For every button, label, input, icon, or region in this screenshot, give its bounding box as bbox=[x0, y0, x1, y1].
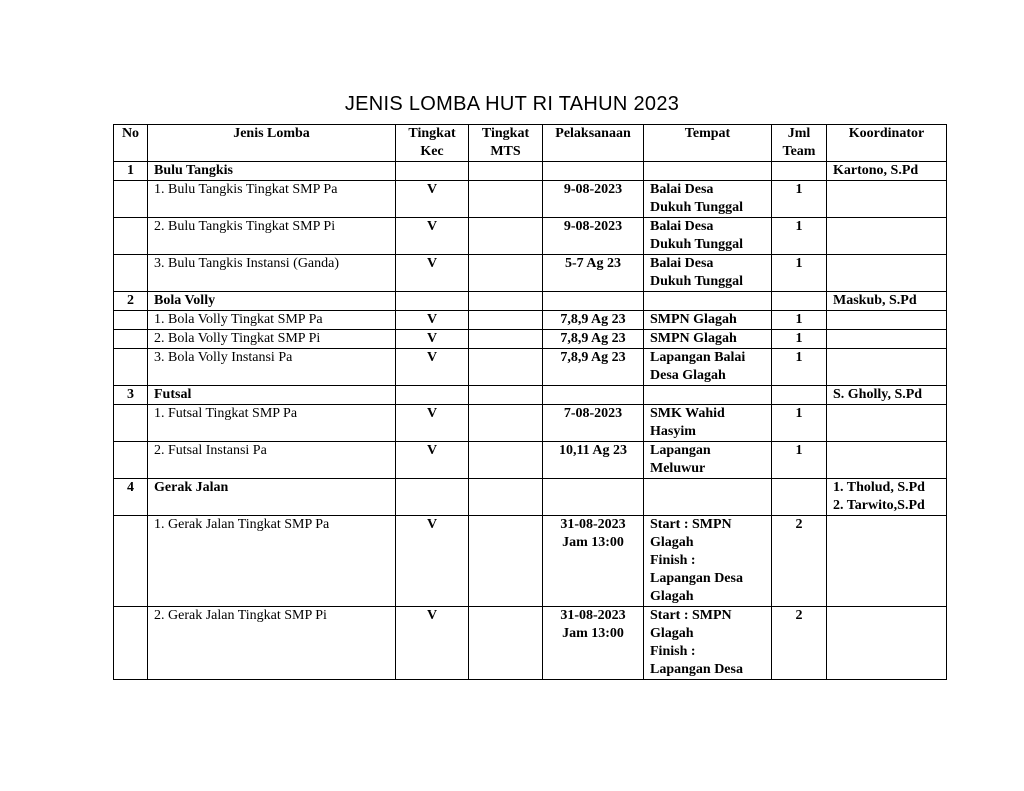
cell-jenis-lomba: 2. Futsal Instansi Pa bbox=[148, 442, 396, 479]
group-row bbox=[114, 162, 947, 181]
table-row bbox=[114, 330, 947, 349]
cell-tempat: Start : SMPN Glagah Finish : Lapangan Desa Glagah bbox=[644, 516, 772, 607]
cell-pelaksanaan bbox=[543, 292, 644, 311]
cell-jml: 1 bbox=[772, 218, 827, 255]
cell-jml: 1 bbox=[772, 330, 827, 349]
cell-kec bbox=[396, 386, 469, 405]
cell-mts bbox=[469, 162, 543, 181]
group-no: 4 bbox=[114, 479, 148, 516]
cell-kec bbox=[396, 292, 469, 311]
cell-pelaksanaan: 7,8,9 Ag 23 bbox=[543, 311, 644, 330]
cell-kec bbox=[396, 162, 469, 181]
cell-jenis-lomba: 1. Bola Volly Tingkat SMP Pa bbox=[148, 311, 396, 330]
cell-pelaksanaan: 9-08-2023 bbox=[543, 218, 644, 255]
cell-no bbox=[114, 442, 148, 479]
cell-jml bbox=[772, 386, 827, 405]
table-row bbox=[114, 218, 947, 255]
group-koordinator: Maskub, S.Pd bbox=[827, 292, 947, 311]
cell-kec: V bbox=[396, 516, 469, 607]
cell-pelaksanaan: 31-08-2023 Jam 13:00 bbox=[543, 516, 644, 607]
cell-pelaksanaan: 10,11 Ag 23 bbox=[543, 442, 644, 479]
cell-pelaksanaan: 9-08-2023 bbox=[543, 181, 644, 218]
cell-pelaksanaan: 31-08-2023 Jam 13:00 bbox=[543, 607, 644, 680]
cell-koordinator bbox=[827, 349, 947, 386]
cell-jenis-lomba: 1. Gerak Jalan Tingkat SMP Pa bbox=[148, 516, 396, 607]
cell-jml: 2 bbox=[772, 607, 827, 680]
page-title: JENIS LOMBA HUT RI TAHUN 2023 bbox=[344, 93, 680, 115]
group-koordinator: 1. Tholud, S.Pd 2. Tarwito,S.Pd bbox=[827, 479, 947, 516]
cell-jml: 1 bbox=[772, 255, 827, 292]
cell-no bbox=[114, 516, 148, 607]
cell-mts bbox=[469, 349, 543, 386]
cell-pelaksanaan: 5-7 Ag 23 bbox=[543, 255, 644, 292]
cell-koordinator bbox=[827, 255, 947, 292]
cell-kec: V bbox=[396, 181, 469, 218]
header-tingkat-mts: Tingkat MTS bbox=[469, 125, 543, 162]
cell-pelaksanaan: 7,8,9 Ag 23 bbox=[543, 349, 644, 386]
cell-no bbox=[114, 311, 148, 330]
lomba-table bbox=[113, 124, 947, 680]
group-no: 3 bbox=[114, 386, 148, 405]
cell-koordinator bbox=[827, 311, 947, 330]
cell-koordinator bbox=[827, 442, 947, 479]
cell-jml: 1 bbox=[772, 442, 827, 479]
cell-jml: 1 bbox=[772, 181, 827, 218]
cell-jenis-lomba: 1. Futsal Tingkat SMP Pa bbox=[148, 405, 396, 442]
cell-tempat: Lapangan Meluwur bbox=[644, 442, 772, 479]
group-name: Bola Volly bbox=[148, 292, 396, 311]
cell-jml: 1 bbox=[772, 311, 827, 330]
cell-koordinator bbox=[827, 181, 947, 218]
cell-koordinator bbox=[827, 405, 947, 442]
group-name: Gerak Jalan bbox=[148, 479, 396, 516]
cell-kec: V bbox=[396, 311, 469, 330]
cell-tempat: SMK Wahid Hasyim bbox=[644, 405, 772, 442]
group-row bbox=[114, 386, 947, 405]
group-name: Futsal bbox=[148, 386, 396, 405]
cell-jml bbox=[772, 479, 827, 516]
cell-no bbox=[114, 218, 148, 255]
table-row bbox=[114, 405, 947, 442]
cell-jml bbox=[772, 292, 827, 311]
cell-kec: V bbox=[396, 255, 469, 292]
cell-mts bbox=[469, 311, 543, 330]
cell-jenis-lomba: 2. Bulu Tangkis Tingkat SMP Pi bbox=[148, 218, 396, 255]
table-row bbox=[114, 311, 947, 330]
cell-jml: 2 bbox=[772, 516, 827, 607]
cell-pelaksanaan: 7-08-2023 bbox=[543, 405, 644, 442]
table-row bbox=[114, 255, 947, 292]
cell-jenis-lomba: 2. Gerak Jalan Tingkat SMP Pi bbox=[148, 607, 396, 680]
cell-pelaksanaan: 7,8,9 Ag 23 bbox=[543, 330, 644, 349]
cell-koordinator bbox=[827, 218, 947, 255]
cell-kec: V bbox=[396, 405, 469, 442]
cell-tempat: Lapangan Balai Desa Glagah bbox=[644, 349, 772, 386]
cell-tempat: Balai Desa Dukuh Tunggal bbox=[644, 218, 772, 255]
header-tempat: Tempat bbox=[644, 125, 772, 162]
header-row bbox=[114, 125, 947, 162]
table-row bbox=[114, 181, 947, 218]
cell-no bbox=[114, 181, 148, 218]
cell-tempat bbox=[644, 386, 772, 405]
table-row bbox=[114, 442, 947, 479]
cell-mts bbox=[469, 386, 543, 405]
header-tingkat-kec: Tingkat Kec bbox=[396, 125, 469, 162]
table-row bbox=[114, 516, 947, 607]
header-no: No bbox=[114, 125, 148, 162]
cell-jenis-lomba: 3. Bola Volly Instansi Pa bbox=[148, 349, 396, 386]
table-row bbox=[114, 349, 947, 386]
header-jenis-lomba: Jenis Lomba bbox=[148, 125, 396, 162]
cell-mts bbox=[469, 292, 543, 311]
cell-mts bbox=[469, 330, 543, 349]
cell-jml bbox=[772, 162, 827, 181]
header-pelaksanaan: Pelaksanaan bbox=[543, 125, 644, 162]
cell-jenis-lomba: 1. Bulu Tangkis Tingkat SMP Pa bbox=[148, 181, 396, 218]
cell-tempat bbox=[644, 479, 772, 516]
cell-koordinator bbox=[827, 607, 947, 680]
cell-kec: V bbox=[396, 349, 469, 386]
group-name: Bulu Tangkis bbox=[148, 162, 396, 181]
cell-mts bbox=[469, 405, 543, 442]
cell-mts bbox=[469, 255, 543, 292]
cell-jenis-lomba: 2. Bola Volly Tingkat SMP Pi bbox=[148, 330, 396, 349]
cell-mts bbox=[469, 607, 543, 680]
cell-no bbox=[114, 255, 148, 292]
cell-tempat: Start : SMPN Glagah Finish : Lapangan Desa bbox=[644, 607, 772, 680]
cell-tempat: SMPN Glagah bbox=[644, 311, 772, 330]
cell-no bbox=[114, 607, 148, 680]
cell-tempat bbox=[644, 162, 772, 181]
cell-tempat: SMPN Glagah bbox=[644, 330, 772, 349]
cell-koordinator bbox=[827, 330, 947, 349]
cell-mts bbox=[469, 516, 543, 607]
cell-kec: V bbox=[396, 442, 469, 479]
group-koordinator: S. Gholly, S.Pd bbox=[827, 386, 947, 405]
cell-kec: V bbox=[396, 330, 469, 349]
cell-tempat bbox=[644, 292, 772, 311]
cell-pelaksanaan bbox=[543, 479, 644, 516]
cell-mts bbox=[469, 181, 543, 218]
cell-jenis-lomba: 3. Bulu Tangkis Instansi (Ganda) bbox=[148, 255, 396, 292]
group-no: 2 bbox=[114, 292, 148, 311]
cell-kec: V bbox=[396, 218, 469, 255]
cell-mts bbox=[469, 218, 543, 255]
cell-mts bbox=[469, 442, 543, 479]
cell-pelaksanaan bbox=[543, 386, 644, 405]
group-no: 1 bbox=[114, 162, 148, 181]
cell-no bbox=[114, 330, 148, 349]
cell-pelaksanaan bbox=[543, 162, 644, 181]
group-row bbox=[114, 292, 947, 311]
cell-jml: 1 bbox=[772, 405, 827, 442]
cell-tempat: Balai Desa Dukuh Tunggal bbox=[644, 181, 772, 218]
header-koordinator: Koordinator bbox=[827, 125, 947, 162]
cell-koordinator bbox=[827, 516, 947, 607]
header-jml-team: Jml Team bbox=[772, 125, 827, 162]
cell-mts bbox=[469, 479, 543, 516]
group-koordinator: Kartono, S.Pd bbox=[827, 162, 947, 181]
table-row bbox=[114, 607, 947, 680]
cell-kec: V bbox=[396, 607, 469, 680]
cell-no bbox=[114, 349, 148, 386]
cell-jml: 1 bbox=[772, 349, 827, 386]
cell-kec bbox=[396, 479, 469, 516]
cell-tempat: Balai Desa Dukuh Tunggal bbox=[644, 255, 772, 292]
cell-no bbox=[114, 405, 148, 442]
group-row bbox=[114, 479, 947, 516]
